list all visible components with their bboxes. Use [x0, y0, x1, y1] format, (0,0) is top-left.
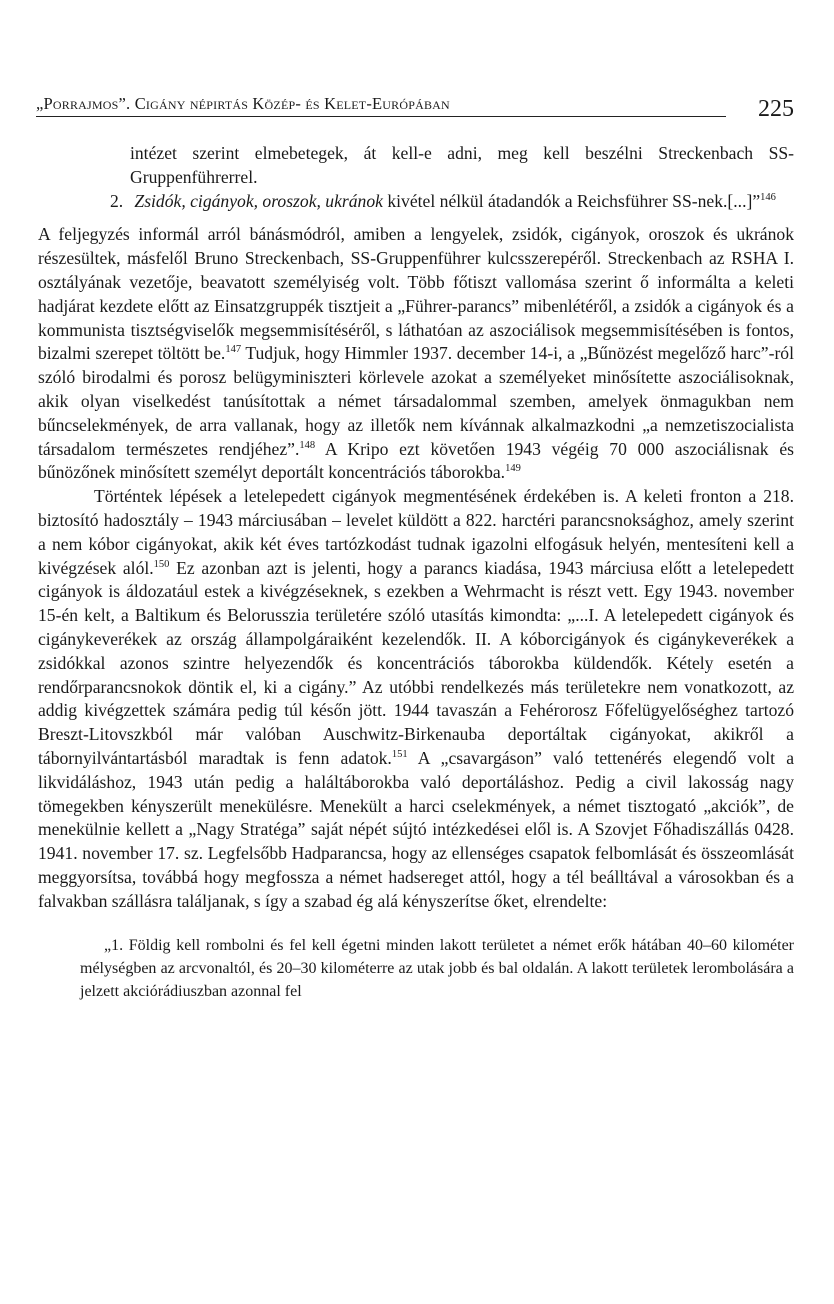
paragraph	[38, 223, 794, 485]
running-title: „Porrajmos”. Cigány népirtás Közép- és Kelet-Európában	[36, 94, 450, 113]
footnote-marker[interactable]: 147	[225, 344, 242, 356]
paragraph-text: A „csavargáson” való tettenérés elegendő volt a likvidáláshoz, 1943 után pedig a haláltáborokba való deportáláshoz. Pedig a civil lakosság nagy tömegekben kényszerült menekülésre. Menekült a harci cselekmények, a német tisztogató „akciók”, de menekülnie kellett a „Nagy Stratéga” saját népét sújtó intézkedései elől is. A Szovjet Főhadiszállás 0428. 1941. november 17. sz. Legfelsőbb Hadparancsa, hogy az ellenséges csapatok felbomlását és összeomlását meggyorsítsa, továbbá hogy megfossza a német hadsereget attól, hogy a tél beálltával a városokban és a falvakban szállásra találjanak, s így a szabad ég alá kényszerítse őket, elrendelte:	[38, 747, 795, 911]
page-number: 225	[758, 96, 794, 122]
main-text	[38, 142, 794, 1003]
block-quote-text: „1. Földig kell rombolni és fel kell égetni minden lakott területet a német erők hátában 40–60 kilométer mélységben az arcvonaltól, és 20–30 kilométerre az utak jobb és bal oldalán. A lakott területek lerombolására a jelzett akciórádiuszban azonnal fel	[80, 936, 794, 1000]
list-item-text: kivétel nélkül átadandók a Reichsführer SS-nek.[...]”	[382, 190, 761, 211]
list-number: 2.	[110, 190, 124, 211]
paragraph-text: Történtek lépések a letelepedett cigányok megmentésének érdekében is. A keleti fronton a 218. biztosító hadosztály – 1943 márciusában – levelet küldött a 822. harctéri parancsnoksághoz, amely szerint a nem kóbor cigányokat, akik két éves tartózkodást tudnak igazolni elfogásuk helyén, mentesíteni kell a kivégzések alól.	[38, 486, 794, 578]
paragraph	[38, 485, 794, 913]
paragraph-text: Ez azonban azt is jelenti, hogy a parancs kiadása, 1943 márciusa előtt a letelepedett cigányok is áldozatául estek a kivégzéseknek, s ezekben a Wehrmacht is részt vett. Egy 1943. november 15-én kelt, a Baltikum és Belorusszia területére szóló utasítás kimondta: „...I. A letelepedett cigányok és cigánykeverékek az ország állampolgáraiként kezelendők. II. A kóborcigányok és cigánykeverékek a zsidókkal azonos szintre helyezendők és koncentrációs táborokba küldendők. Kétely esetén a rendőrparancsnokok döntik el, ki a cigány.” Az utóbbi rendelkezés más területekre nem vonatkozott, az addig kivégzettek számára pedig túl későn jött. 1944 tavaszán a Fehérorosz Főfelügyelőséghez tartozó Breszt-Litovszkból már valóban Auschwitz-Birkenauba deportáltak cigányokat, akikről a tábornyilvántartásból maradtak is fenn adatok.	[38, 557, 794, 768]
list-item	[38, 190, 794, 214]
italic-phrase: Zsidók, cigányok, oroszok, ukránok	[134, 190, 383, 211]
header-rule	[36, 116, 726, 117]
footnote-marker[interactable]: 146	[760, 191, 776, 203]
footnote-marker[interactable]: 151	[391, 748, 408, 760]
footnote-marker[interactable]: 150	[153, 558, 170, 570]
paragraph-text: A feljegyzés informál arról bánásmódról, amiben a lengyelek, zsidók, cigányok, oroszok és ukránok részesültek, másfelől Bruno Streckenbach, SS-Gruppenführer kulcsszerepéről. Streckenbach az RSHA I. osztályának vezetője, beavatott személyiség volt. Több főtiszt vallomása szerint ő informálta a keleti hadjárat kezdete előtt az Einsatzgruppék tisztjeit a „Führer-parancs” mibenlétéről, a zsidók a cigányok és a kommunista tisztségviselők megsemmisítéséről, s láthatóan az aszociálisok megsemmisítésében is fontos, bizalmi szerepet töltött be.	[38, 224, 794, 364]
quote-continuation-text: intézet szerint elmebetegek, át kell-e adni, meg kell beszélni Streckenbach SS-Gruppenführerrel.	[130, 143, 794, 187]
block-quote	[38, 934, 794, 1004]
paragraph-text: A Kripo ezt követően 1943 végéig 70 000 aszociálisnak és bűnözőnek minősített személyt deportált koncentrációs táborokba.	[38, 438, 794, 483]
paragraph-text: Tudjuk, hogy Himmler 1937. december 14-i, a „Bűnözést megelőző harc”-ról szóló birodalmi és porosz belügyminiszteri körlevele azokat a személyeket minősítette aszociálisoknak, akik olyan viselkedést tanúsítottak a német társadalommal szemben, amelyek önmagukban nem bűncselekmények, de arra vallanak, hogy az illetők nem kívánnak alkalmazkodni „a nemzetiszocialista társadalom természetes rendjéhez”.	[38, 343, 794, 459]
quote-continuation	[38, 142, 794, 190]
footnote-marker[interactable]: 149	[505, 463, 521, 475]
footnote-marker[interactable]: 148	[299, 439, 316, 451]
running-header	[36, 88, 794, 122]
